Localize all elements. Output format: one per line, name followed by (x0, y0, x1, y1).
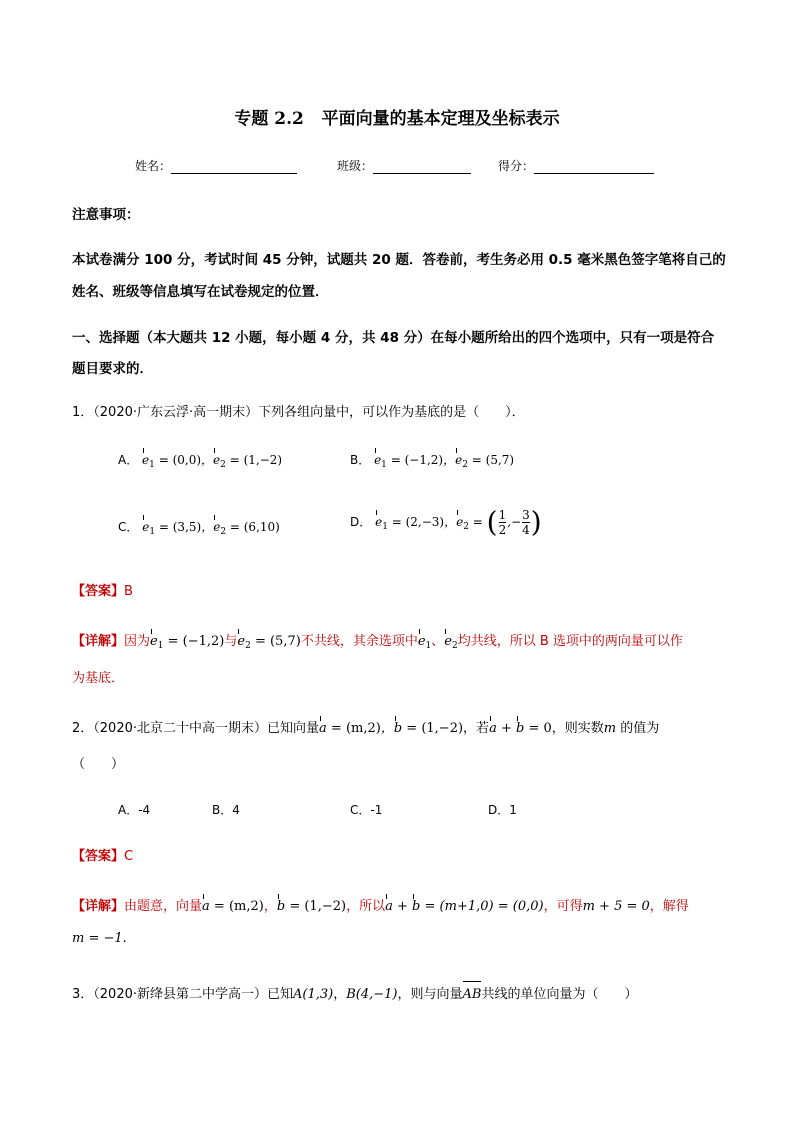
detail-tag: 【详解】 (72, 899, 125, 914)
fraction-three-quarters (522, 508, 530, 537)
q3-point-b: B(4,−1) (346, 987, 398, 1002)
q2-detail-text-2: 所以 (359, 899, 386, 914)
q2-vector-b: (1,−2) (421, 721, 464, 736)
fraction-half (499, 508, 507, 537)
question-2-option-a[interactable]: A．-4 (118, 803, 151, 817)
question-2-option-d[interactable]: D．1 (488, 803, 517, 817)
answer-value: C (124, 849, 134, 864)
q2-detail-text-1: 由题意，向量 (124, 899, 203, 914)
question-1-detail-line-2: 为基底． (72, 671, 125, 686)
q2-detail-text-4: ，解得 (649, 899, 689, 914)
class-field (337, 157, 471, 174)
name-label: 姓名： (135, 159, 172, 173)
question-2-detail-line-1: 【详解】由题意，向量a = (m,2)，b = (1,−2)，所以a + b = (m+1,0) = (0,0)，可得m + 5 = 0，解得 (72, 899, 689, 914)
q2-detail-vector-a: (m,2) (228, 899, 264, 914)
detail-tag: 【详解】 (72, 634, 125, 649)
question-2-stem: 2．（2020·北京二十中高一期末）已知向量a = (m,2)，b = (1,−2)，若a + b = 0，则实数m 的值为 (72, 721, 660, 736)
score-label: 得分： (498, 159, 535, 173)
frac-2-num: 3 (522, 508, 530, 522)
q2-detail-sum: (m+1,0) = (0,0) (439, 899, 544, 914)
detail-v1: (−1,2) (182, 634, 225, 649)
option-b-label: B． (350, 453, 371, 467)
q3-stem-part-b: ，则与向量 (397, 987, 463, 1002)
name-field (135, 157, 297, 174)
frac-1-den: 2 (498, 523, 507, 537)
title-number: 2.2 (274, 109, 304, 129)
question-1-detail-line-1: 【详解】因为$e_1 = (-1,2)$与$e_2 = (5,7)$不共线，其余选项中$e_1$、$e_2$均共线，所以 B 选项中的两向量可以作 (72, 634, 683, 651)
option-a-e2: (1,−2) (243, 453, 283, 467)
frac-1-num: 1 (498, 508, 507, 522)
question-1-answer (72, 580, 133, 599)
q2-detail-equation: m + 5 = 0 (582, 899, 650, 914)
class-blank[interactable] (373, 159, 471, 174)
question-2-detail-line-2: m = −1. (72, 931, 127, 946)
q3-point-a: A(1,3) (293, 987, 334, 1002)
score-blank[interactable] (534, 159, 654, 174)
notice-line-2: 姓名、班级等信息填写在试卷规定的位置． (72, 284, 329, 300)
q3-stem-part-a: 3．（2020·新绛县第二中学高一）已知 (72, 987, 293, 1002)
detail-text-1: 因为 (124, 634, 151, 649)
question-2-answer (72, 845, 133, 864)
q2-stem-part-b: ，若 (463, 721, 490, 736)
option-d-label: D． (350, 515, 372, 529)
q2-vector-a: (m,2) (345, 721, 381, 736)
frac-2-den: 4 (522, 523, 530, 537)
option-b-e2: (5,7) (485, 453, 515, 467)
q2-detail-text-3: ，可得 (543, 899, 583, 914)
question-2-paren: （ ） (72, 757, 125, 772)
question-1-stem: 1．（2020·广东云浮·高一期末）下列各组向量中，可以作为基底的是（ ）． (72, 405, 525, 420)
detail-text-5: 均共线，所以 B 选项中的两向量可以作 (457, 634, 683, 649)
option-a-label: A． (118, 453, 139, 467)
q2-stem-part-d: 的值为 (620, 721, 660, 736)
title-text: 平面向量的基本定理及坐标表示 (321, 109, 560, 129)
question-2-option-c[interactable]: C．-1 (350, 803, 383, 817)
answer-tag: 【答案】 (72, 584, 125, 599)
option-c-label: C． (118, 520, 139, 534)
detail-v2: (5,7) (269, 634, 301, 649)
answer-value: B (124, 584, 133, 599)
q2-stem-part-c: ，则实数 (551, 721, 604, 736)
detail-text-2: 与 (224, 634, 238, 649)
detail-text-3: 不共线，其余选项中 (300, 634, 418, 649)
notice-heading: 注意事项： (72, 207, 140, 223)
question-1-option-a[interactable]: A． $e_1 = (0,0)$，$e_2 = (1,-2)$ (118, 453, 283, 470)
q2-detail-vector-b: (1,−2) (304, 899, 347, 914)
class-label: 班级： (337, 159, 374, 173)
q3-stem-part-c: 共线的单位向量为（ ） (481, 987, 638, 1002)
score-field (498, 157, 654, 174)
answer-tag: 【答案】 (72, 849, 125, 864)
title-prefix: 专题 (234, 109, 269, 129)
option-d-e1: (2,−3) (405, 515, 445, 529)
q3-vector-ab-label: AB (462, 987, 482, 1002)
q2-stem-part-a: 2．（2020·北京二十中高一期末）已知向量 (72, 721, 319, 736)
question-3-stem: 3．（2020·新绛县第二中学高一）已知A(1,3)，B(4,−1)，则与向量 AB共线的单位向量为（ ） (72, 983, 637, 1002)
question-1-option-c[interactable]: C． $e_1 = (3,5)$，$e_2 = (6,10)$ (118, 520, 280, 537)
detail-text-4: 、 (431, 634, 445, 649)
section-1-heading-line-2: 题目要求的． (72, 361, 153, 377)
notice-line-1: 本试卷满分 100 分，考试时间 45 分钟，试题共 20 题．答卷前，考生务必用 0.5 毫米黑色签字笔将自己的 (72, 252, 726, 268)
option-c-e2: (6,10) (243, 520, 280, 534)
question-1-option-b[interactable]: B． $e_1 = (-1,2)$，$e_2 = (5,7)$ (350, 453, 515, 470)
section-1-heading-line-1: 一、选择题（本大题共 12 小题，每小题 4 分，共 48 分）在每小题所给出的四个选项中，只有一项是符合 (72, 330, 715, 346)
question-2-option-b[interactable]: B．4 (212, 803, 240, 817)
page-title (0, 104, 794, 129)
question-1-option-d[interactable]: D． $e_1 = (2,-3)$，$e_2$ = ( $\frac{1}{2}$ ,− $\frac{3}{4}$ ) (350, 505, 542, 539)
option-c-e1: (3,5) (172, 520, 202, 534)
q3-vector-ab (463, 987, 482, 1002)
option-a-e1: (0,0) (172, 453, 202, 467)
option-b-e1: (−1,2) (404, 453, 444, 467)
name-blank[interactable] (171, 159, 297, 174)
